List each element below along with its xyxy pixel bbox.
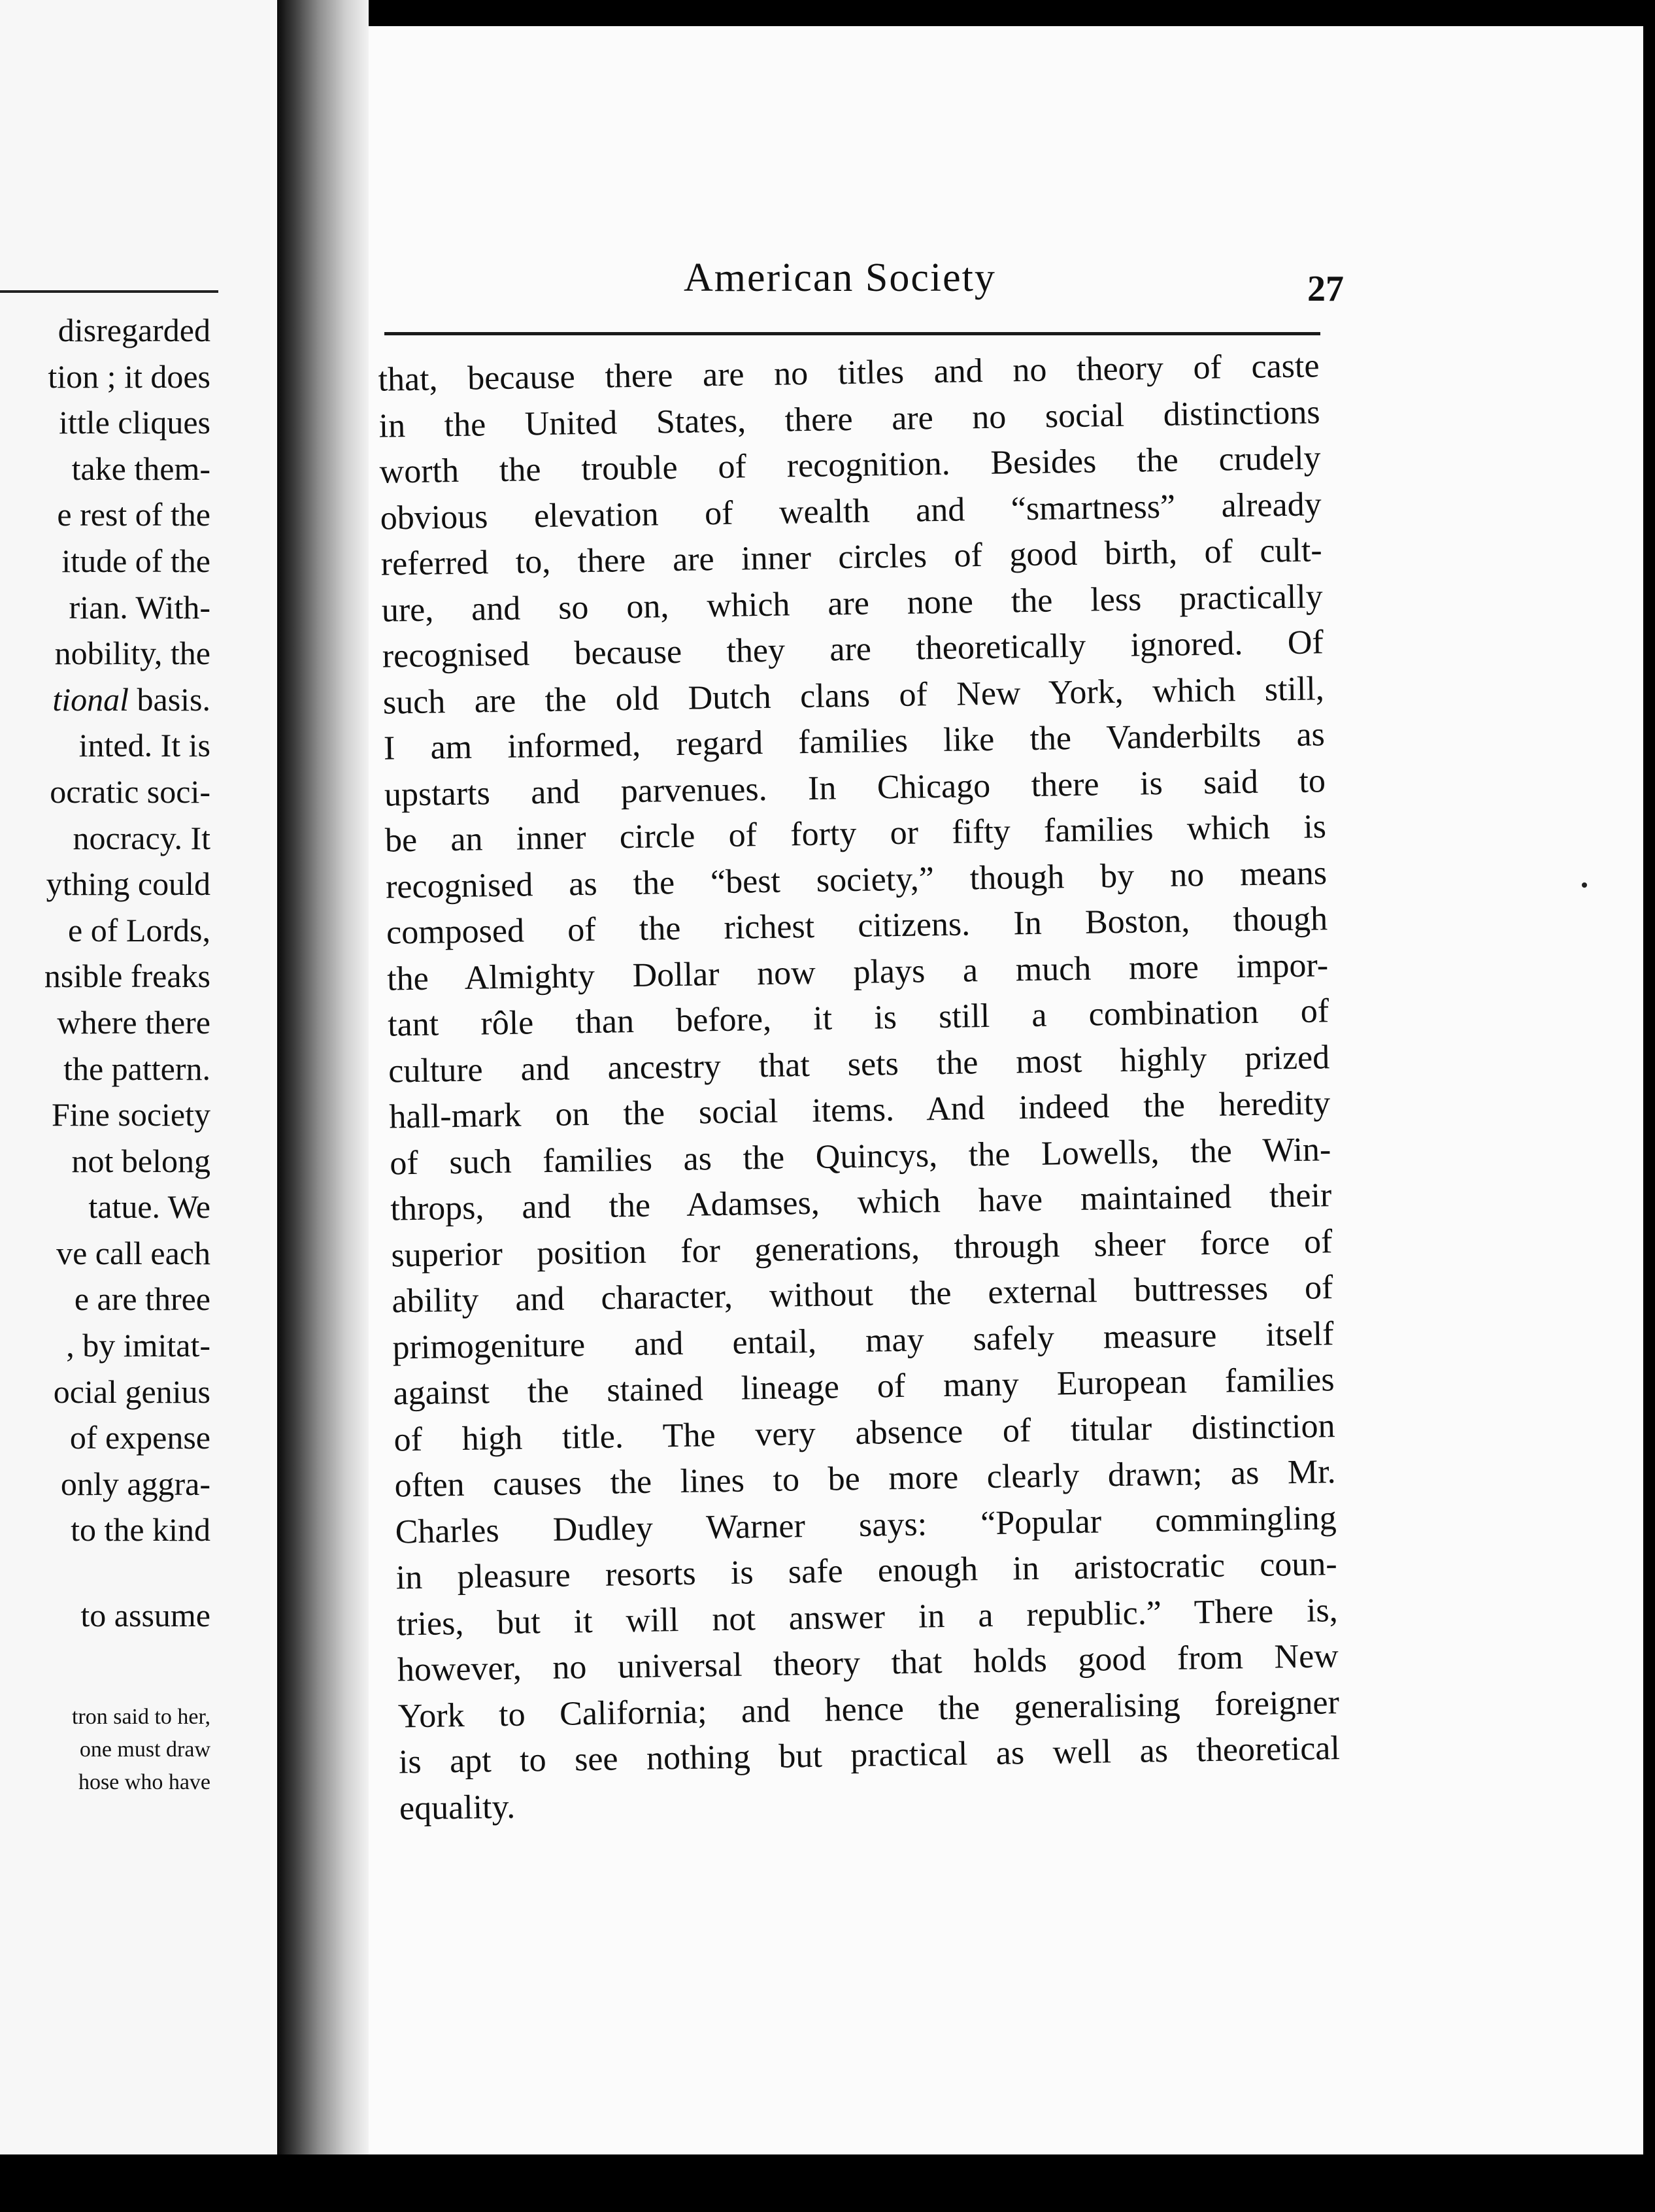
text-line: equality. [399,1788,516,1827]
text-line: of high title. The very absence of titular distinction [393,1407,1335,1458]
left-line: e are three [74,1281,210,1318]
text-line: I am informed, regard families like the Vanderbilts as [383,716,1326,767]
left-line: tatue. We [88,1188,210,1226]
text-line: superior position for generations, through sheer force of [391,1222,1333,1275]
left-footnote-line: hose who have [78,1770,210,1794]
text-line: worth the trouble of recognition. Besides the crudely [379,439,1321,491]
text-line: such are the old Dutch clans of New York, which still, [382,669,1325,722]
text-line: obvious elevation of wealth and “smartness” already [380,485,1322,537]
left-line: take them- [71,450,210,487]
left-line: ve call each [56,1234,210,1271]
text-line: often causes the lines to be more clearly drawn; as Mr. [394,1453,1336,1505]
left-line: the pattern. [63,1050,210,1087]
left-line: ocratic soci- [50,773,210,810]
left-line: tional basis. [52,680,210,718]
left-line: ything could [46,865,210,903]
text-line: in the United States, there are no social distinctions [378,393,1320,445]
left-header-rule [0,290,218,293]
text-line: primogeniture and entail, may safely measure itself [392,1315,1334,1367]
left-footnote-line: tron said to her, [71,1705,210,1729]
text-line: however, no universal theory that holds good from New [397,1637,1339,1689]
left-line: e of Lords, [68,911,210,948]
text-line: composed of the richest citizens. In Boston, though [386,900,1328,952]
left-line: to assume [80,1597,210,1634]
text-line: ure, and so on, which are none the less practically [381,577,1324,629]
left-line: Fine society [51,1096,210,1133]
text-line: tant rôle than before, it is still a combination of [387,992,1329,1044]
text-line: recognised because they are theoretically ignored. Of [382,624,1324,675]
left-line: of expense [69,1419,210,1456]
text-line: ability and character, without the external buttresses of [392,1269,1333,1320]
book-gutter-shadow [277,0,369,2154]
left-line: to the kind [71,1511,210,1549]
text-line: recognised as the “best society,” though by no means [385,854,1328,906]
header-rule [384,332,1320,335]
left-line: , by imitat- [66,1327,210,1364]
text-line: against the stained lineage of many European families [393,1361,1335,1413]
left-page-text [44,307,210,1639]
text-line: Charles Dudley Warner says: “Popular commingling [395,1499,1337,1550]
text-line: of such families as the Quincys, the Lowells, the Win- [389,1130,1331,1182]
text-line: the Almighty Dollar now plays a much more impor- [386,946,1329,998]
body-text [378,343,1341,1832]
text-line: referred to, there are inner circles of good birth, of cult- [380,531,1323,583]
text-line: is apt to see nothing but practical as well as theoretical [398,1730,1341,1781]
text-line: be an inner circle of forty or fifty families which is [384,808,1327,860]
text-line: York to California; and hence the generalising foreigner [397,1683,1340,1735]
page-number: 27 [1307,269,1344,309]
text-line: in pleasure resorts is safe enough in aristocratic coun- [395,1545,1338,1597]
left-facing-page [0,0,277,2154]
left-line: disregarded [58,312,210,348]
left-line: nobility, the [54,635,210,672]
left-line: ittle cliques [59,404,210,441]
left-line: itude of the [61,542,210,579]
left-line: only aggra- [60,1465,210,1502]
right-page [369,26,1643,2154]
text-line: that, because there are no titles and no theory of caste [378,347,1320,399]
left-line: rian. With- [69,588,210,626]
running-head: American Society [684,256,996,300]
text-line: hall-mark on the social items. And indeed the heredity [388,1084,1331,1136]
text-line: culture and ancestry that sets the most highly prized [388,1038,1330,1090]
text-line: tries, but it will not answer in a republic.” There is, [396,1591,1339,1643]
left-line: tion ; it does [48,358,210,395]
left-line: inted. It is [78,727,210,764]
left-line: ocial genius [53,1373,210,1410]
left-line: nocracy. It [73,819,210,856]
text-line: upstarts and parvenues. In Chicago there is said to [384,762,1326,814]
left-line: not belong [71,1142,210,1179]
left-line: nsible freaks [44,958,210,995]
left-footnote [0,1701,210,1799]
italic-word: tional [52,680,129,718]
ink-speck [1582,882,1587,888]
left-line: where there [57,1003,210,1041]
left-footnote-line: one must draw [79,1737,210,1762]
text-line: throps, and the Adamses, which have maintained their [390,1177,1332,1228]
left-line: e rest of the [57,496,210,533]
